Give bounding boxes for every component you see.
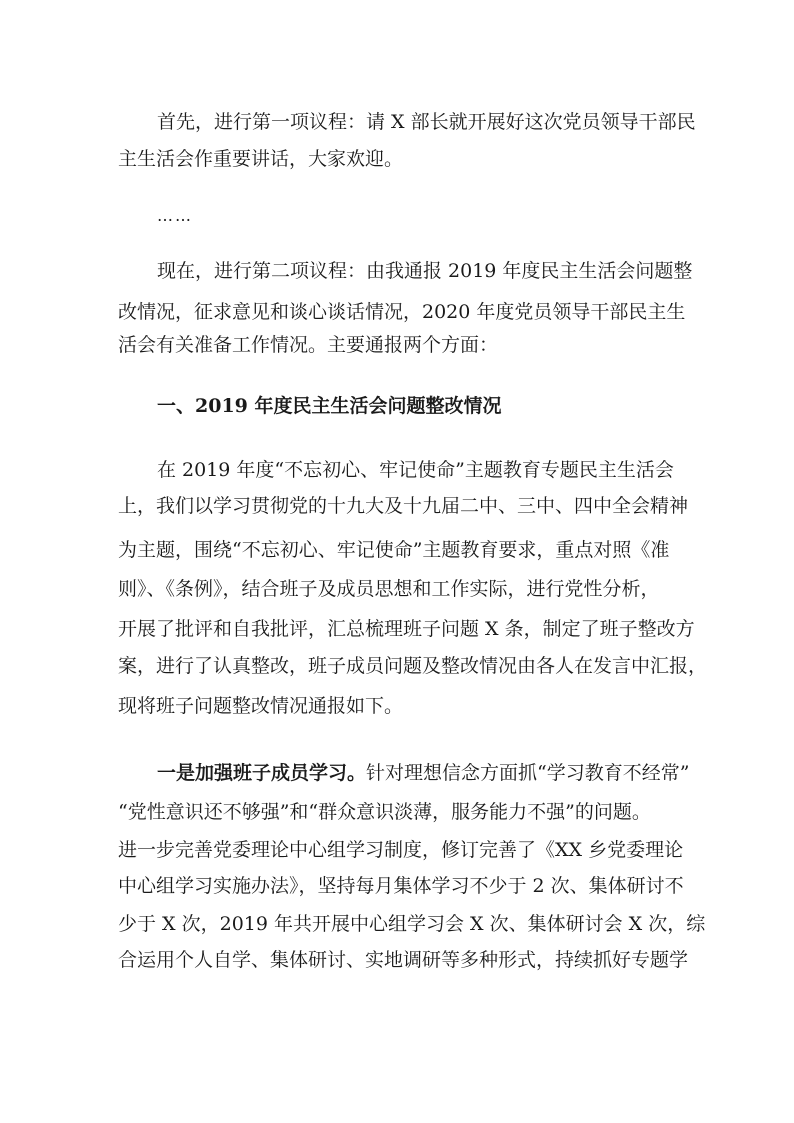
- paragraph-3-line-1: 在 2019 年度“不忘初心、牢记使命”主题教育专题民主生活会: [157, 459, 674, 481]
- paragraph-4-lead: 一是加强班子成员学习。: [157, 762, 367, 784]
- paragraph-4-line-1: [157, 764, 689, 786]
- ellipsis-line: ……: [157, 206, 193, 225]
- paragraph-3-line-2: 上，我们以学习贯彻党的十九大及十九届二中、三中、四中全会精神: [118, 495, 689, 517]
- paragraph-3-line-7: 现将班子问题整改情况通报如下。: [118, 695, 404, 717]
- paragraph-2-line-3: 活会有关准备工作情况。主要通报两个方面：: [118, 334, 499, 356]
- paragraph-1-line-2: 主生活会作重要讲话，大家欢迎。: [118, 148, 404, 170]
- paragraph-4-line-3: 进一步完善党委理论中心组学习制度，修订完善了《XX 乡党委理论: [118, 839, 684, 861]
- paragraph-4-line-4: 中心组学习实施办法》，坚持每月集体学习不少于 2 次、集体研讨不: [118, 875, 684, 897]
- paragraph-4-line-5: 少于 X 次，2019 年共开展中心组学习会 X 次、集体研讨会 X 次，综: [118, 913, 706, 935]
- paragraph-4-line-1-text: 针对理想信念方面抓“学习教育不经常”: [366, 762, 690, 784]
- section-heading: 一、2019 年度民主生活会问题整改情况: [157, 395, 502, 417]
- paragraph-3-line-6: 案，进行了认真整改，班子成员问题及整改情况由各人在发言中汇报，: [118, 655, 708, 677]
- paragraph-3-line-3: 为主题，围绕“不忘初心、牢记使命”主题教育要求，重点对照《准: [118, 539, 670, 561]
- paragraph-1-line-1: 首先，进行第一项议程：请 X 部长就开展好这次党员领导干部民: [157, 111, 696, 133]
- paragraph-4-line-6: 合运用个人自学、集体研讨、实地调研等多种形式，持续抓好专题学: [118, 949, 689, 971]
- paragraph-2-line-1: 现在，进行第二项议程：由我通报 2019 年度民主生活会问题整: [157, 260, 693, 282]
- paragraph-3-line-4: 则》、《条例》，结合班子及成员思想和工作实际，进行党性分析，: [118, 578, 660, 600]
- paragraph-2-line-2: 改情况，征求意见和谈心谈话情况，2020 年度党员领导干部民主生: [118, 301, 686, 323]
- paragraph-3-line-5: 开展了批评和自我批评，汇总梳理班子问题 X 条，制定了班子整改方: [118, 618, 695, 640]
- paragraph-4-line-2: “党性意识还不够强”和“群众意识淡薄，服务能力不强”的问题。: [118, 801, 651, 823]
